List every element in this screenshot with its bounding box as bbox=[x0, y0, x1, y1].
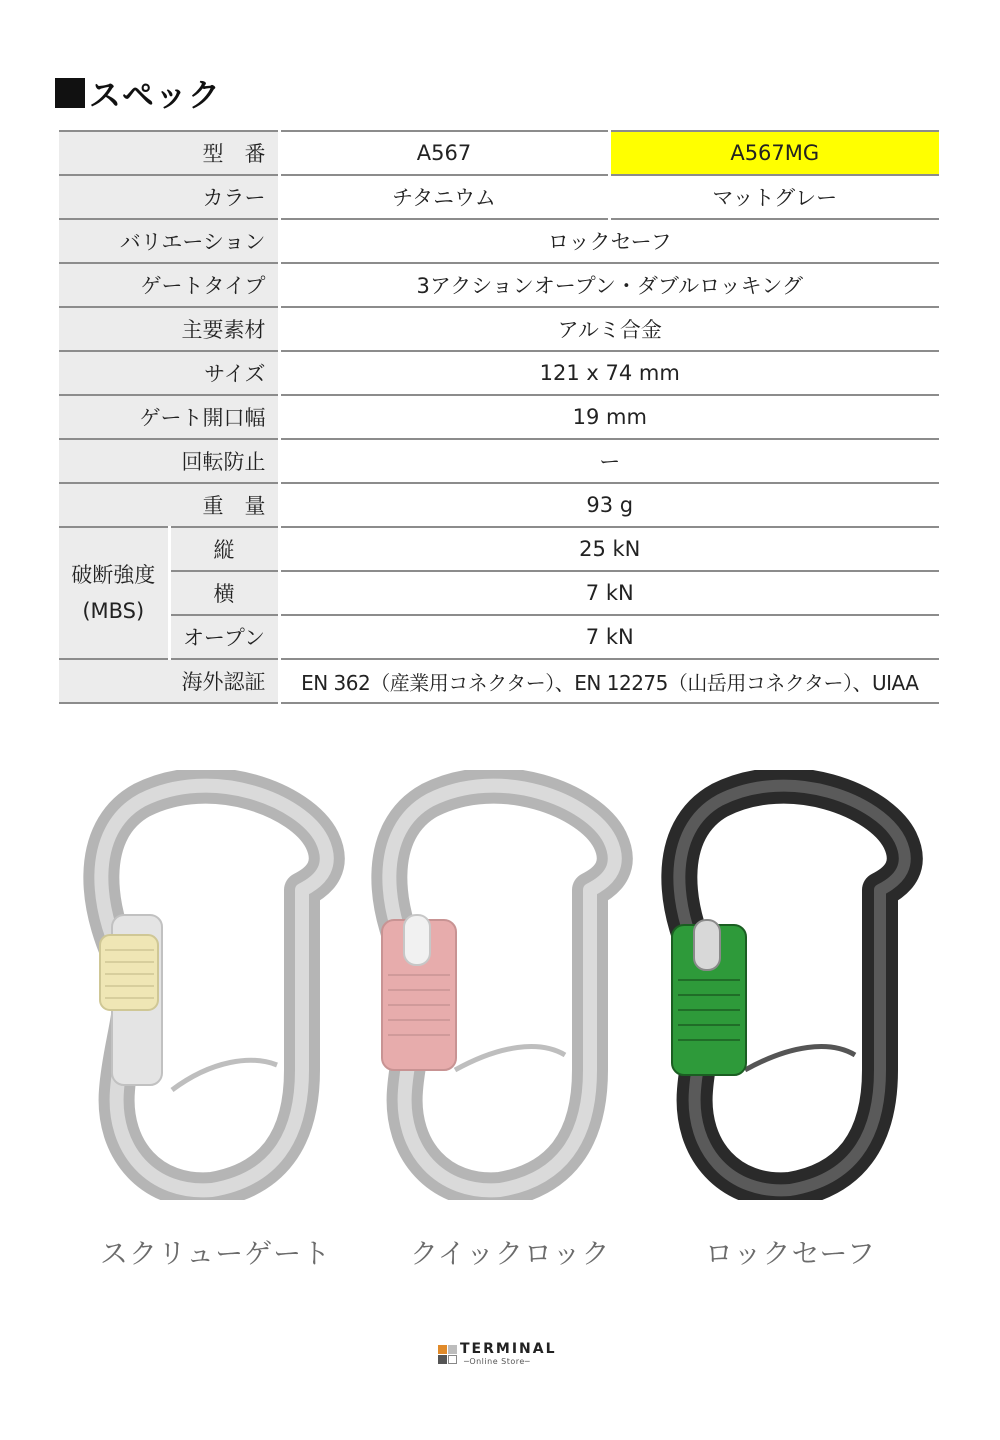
spec-row bbox=[59, 351, 939, 395]
spec-value: EN 362（産業用コネクター）、EN 12275（山岳用コネクター）、UIAA bbox=[279, 659, 939, 703]
caption-quicklock: クイックロック bbox=[410, 1237, 611, 1270]
spec-label: ゲートタイプ bbox=[59, 263, 279, 307]
spec-value: チタニウム bbox=[279, 175, 609, 219]
spec-label: 縦 bbox=[169, 527, 279, 571]
spec-value: 93 g bbox=[279, 483, 939, 527]
carabiner-locksafe-image bbox=[650, 770, 950, 1200]
section-title-text: スペック bbox=[89, 76, 222, 114]
carabiner-screwgate-image bbox=[72, 770, 372, 1200]
spec-label: 回転防止 bbox=[59, 439, 279, 483]
spec-value-highlighted: A567MG bbox=[609, 131, 939, 175]
spec-row-mbs bbox=[59, 527, 939, 571]
spec-value: A567 bbox=[279, 131, 609, 175]
spec-label: 海外認証 bbox=[59, 659, 279, 703]
carabiner-quicklock-image bbox=[360, 770, 660, 1200]
spec-row bbox=[59, 395, 939, 439]
spec-value: マットグレー bbox=[609, 175, 939, 219]
spec-value: 7 kN bbox=[279, 615, 939, 659]
spec-label: 重 量 bbox=[59, 483, 279, 527]
brand-name: TERMINAL bbox=[460, 1341, 557, 1357]
spec-row bbox=[59, 307, 939, 351]
spec-label: 型 番 bbox=[59, 131, 279, 175]
spec-row-mbs bbox=[59, 571, 939, 615]
spec-value: 121 x 74 mm bbox=[279, 351, 939, 395]
brand-subtitle: ─Online Store─ bbox=[464, 1357, 531, 1366]
caption-locksafe: ロックセーフ bbox=[705, 1237, 876, 1270]
caption-screwgate: スクリューゲート bbox=[100, 1237, 332, 1270]
mbs-group-label-line1: 破断強度 bbox=[71, 563, 156, 587]
section-title bbox=[55, 70, 221, 116]
spec-row bbox=[59, 439, 939, 483]
spec-value: 7 kN bbox=[279, 571, 939, 615]
terminal-logo-icon bbox=[438, 1345, 458, 1365]
spec-row-mbs bbox=[59, 615, 939, 659]
spec-label: 横 bbox=[169, 571, 279, 615]
black-square-icon bbox=[55, 78, 85, 108]
spec-row bbox=[59, 483, 939, 527]
spec-value: ロックセーフ bbox=[279, 219, 939, 263]
spec-row-color bbox=[59, 175, 939, 219]
spec-label: サイズ bbox=[59, 351, 279, 395]
spec-value: 19 mm bbox=[279, 395, 939, 439]
spec-label: 主要素材 bbox=[59, 307, 279, 351]
product-gallery bbox=[0, 770, 1000, 1200]
spec-label: オープン bbox=[169, 615, 279, 659]
spec-row bbox=[59, 219, 939, 263]
spec-label: ゲート開口幅 bbox=[59, 395, 279, 439]
spec-label: バリエーション bbox=[59, 219, 279, 263]
spec-row bbox=[59, 263, 939, 307]
spec-value: ー bbox=[279, 439, 939, 483]
mbs-group-label bbox=[59, 527, 169, 659]
spec-value: アルミ合金 bbox=[279, 307, 939, 351]
spec-row-cert bbox=[59, 659, 939, 703]
spec-value: 3アクションオープン・ダブルロッキング bbox=[279, 263, 939, 307]
spec-label: カラー bbox=[59, 175, 279, 219]
spec-table bbox=[59, 130, 939, 704]
mbs-group-label-line2: (MBS) bbox=[82, 599, 145, 623]
spec-value: 25 kN bbox=[279, 527, 939, 571]
spec-row-model bbox=[59, 131, 939, 175]
